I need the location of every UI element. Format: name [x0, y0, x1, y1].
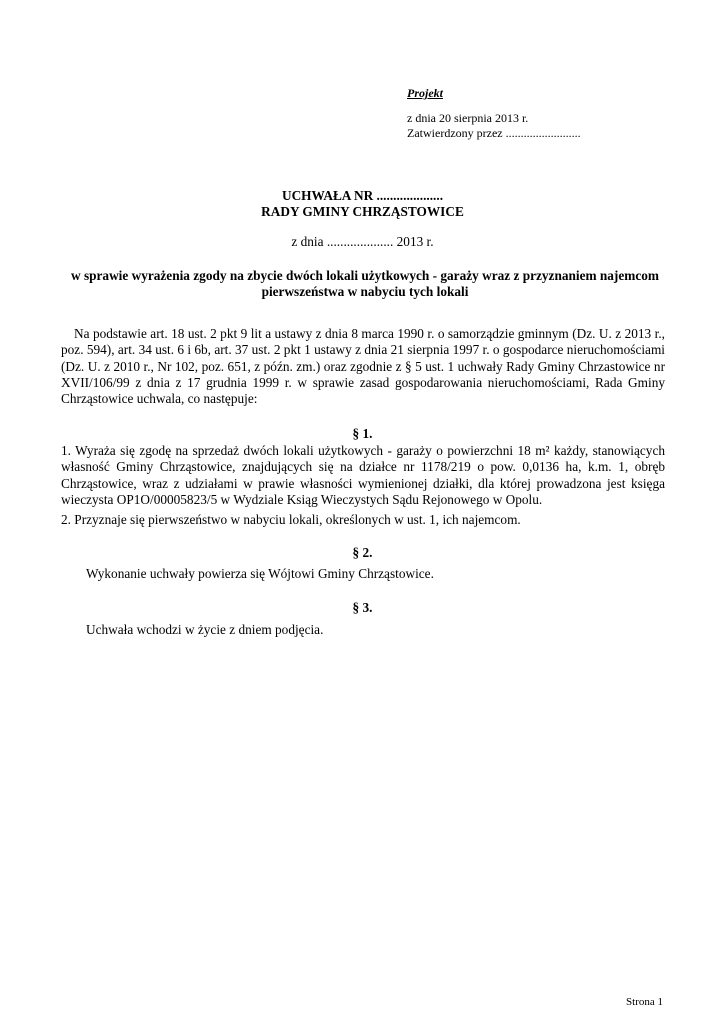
resolution-subject: w sprawie wyrażenia zgody na zbycie dwóch lokali użytkowych - garaży wraz z przyznaniem najemcom pierwszeństwa w nabyciu tych lokali: [71, 268, 659, 299]
draft-date: z dnia 20 sierpnia 2013 r.: [407, 111, 529, 125]
resolution-title: [0, 188, 725, 220]
section-1-paragraph-1: 1. Wyraża się zgodę na sprzedaż dwóch lokali użytkowych - garaży o powierzchni 18 m² każdy, stanowiących własność Gminy Chrząstowice, znajdujących się na działce nr 1178/219 o pow. 0,0136 ha, k.m. 1, obręb Chrząstowice, wraz z udziałami w prawie własności wymienionej działki, dla której prowadzona jest księga wieczysta OP1O/00005823/5 w Wydziale Ksiąg Wieczystych Sądu Rejonowego w Opolu.: [61, 443, 665, 507]
draft-header: [407, 86, 667, 141]
resolution-date: z dnia .................... 2013 r.: [291, 234, 434, 249]
page-number: Strona 1: [626, 996, 663, 1008]
section-2-text: Wykonanie uchwały powierza się Wójtowi Gminy Chrząstowice.: [86, 566, 434, 581]
council-name: RADY GMINY CHRZĄSTOWICE: [261, 204, 464, 219]
resolution-number: UCHWAŁA NR ....................: [281, 188, 444, 203]
legal-basis-preamble: Na podstawie art. 18 ust. 2 pkt 9 lit a ustawy z dnia 8 marca 1990 r. o samorządzie gminnym (Dz. U. z 2013 r., poz. 594), art. 34 ust. 6 i 6b, art. 37 ust. 2 pkt 1 ustawy z dnia 21 sierpnia 1997 r. o gospodarce nieruchomościami (Dz. U. z 2010 r., Nr 102, poz. 651, z późn. zm.) oraz zgodnie z § 5 ust. 1 uchwały Rady Gminy Chrzastowice nr XVII/106/99 z dnia z 17 grudnia 1999 r. w sprawie zasad gospodarowania nieruchomościami, Rada Gminy Chrząstowice uchwala, co następuje:: [61, 326, 665, 407]
section-3-text: Uchwała wchodzi w życie z dniem podjęcia.: [86, 622, 324, 637]
approved-by: Zatwierdzony przez .........................: [407, 126, 581, 140]
section-1-heading: § 1.: [352, 426, 373, 441]
draft-label: Projekt: [407, 86, 443, 100]
section-3-heading: § 3.: [352, 600, 373, 615]
section-2-heading: § 2.: [352, 545, 373, 560]
section-1-paragraph-2: 2. Przyznaje się pierwszeństwo w nabyciu lokali, określonych w ust. 1, ich najemcom.: [61, 512, 521, 527]
